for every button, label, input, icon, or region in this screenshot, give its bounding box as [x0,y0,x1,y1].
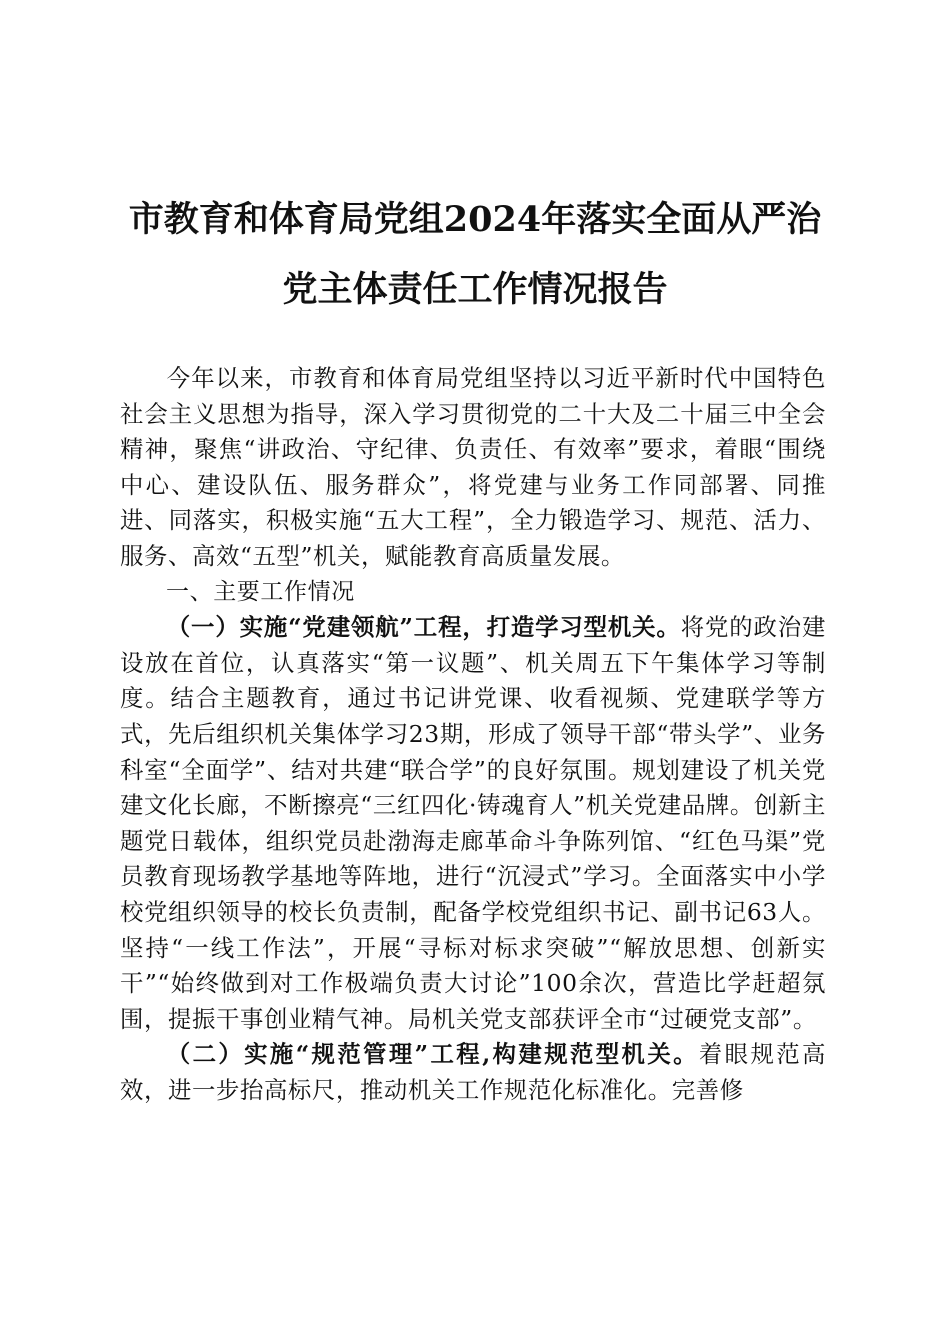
subsection-2-lead: （二）实施“规范管理”工程,构建规范型机关。 [166,1040,699,1069]
document-body [120,361,826,1108]
subsection-2-text: 着眼规范高效，进一步抬高标尺，推动机关工作规范化标准化。完善修 [120,1040,827,1104]
subsection-1-text: 将党的政治建设放在首位，认真落实“第一议题”、机关周五下午集体学习等制度。结合主题教育，通过书记讲党课、收看视频、党建联学等方式，先后组织机关集体学习23期，形成了领导干部“带头学”、业务科室“全面学”、结对共建“联合学”的良好氛围。规划建设了机关党建文化长廊，不断擦亮“三红四化·铸魂育人”机关党建品牌。创新主题党日载体，组织党员赴渤海走廊革命斗争陈列馆、“红色马渠”党员教育现场教学基地等阵地，进行“沉浸式”学习。全面落实中小学校党组织领导的校长负责制，配备学校党组织书记、副书记63人。坚持“一线工作法”，开展“寻标对标求突破”“解放思想、创新实干”“始终做到对工作极端负责大讨论”100余次，营造比学赶超氛围，提振干事创业精气神。局机关党支部获评全市“过硬党支部”。 [120,613,826,1033]
section-heading: 一、主要工作情况 [166,578,355,605]
subsection-1-lead: （一）实施“党建领航”工程，打造学习型机关。 [166,613,681,642]
subsection-2-paragraph [120,1037,826,1108]
document-title-line-1: 市教育和体育局党组2024年落实全面从严治 [128,199,822,240]
document-title-line-2: 党主体责任工作情况报告 [282,269,668,310]
subsection-1-paragraph [120,610,826,1037]
intro-paragraph: 今年以来，市教育和体育局党组坚持以习近平新时代中国特色社会主义思想为指导，深入学习贯彻党的二十大及二十届三中全会精神，聚焦“讲政治、守纪律、负责任、有效率”要求，着眼“围绕中心、建设队伍、服务群众”，将党建与业务工作同部署、同推进、同落实，积极实施“五大工程”，全力锻造学习、规范、活力、服务、高效“五型”机关，赋能教育高质量发展。 [120,364,826,570]
